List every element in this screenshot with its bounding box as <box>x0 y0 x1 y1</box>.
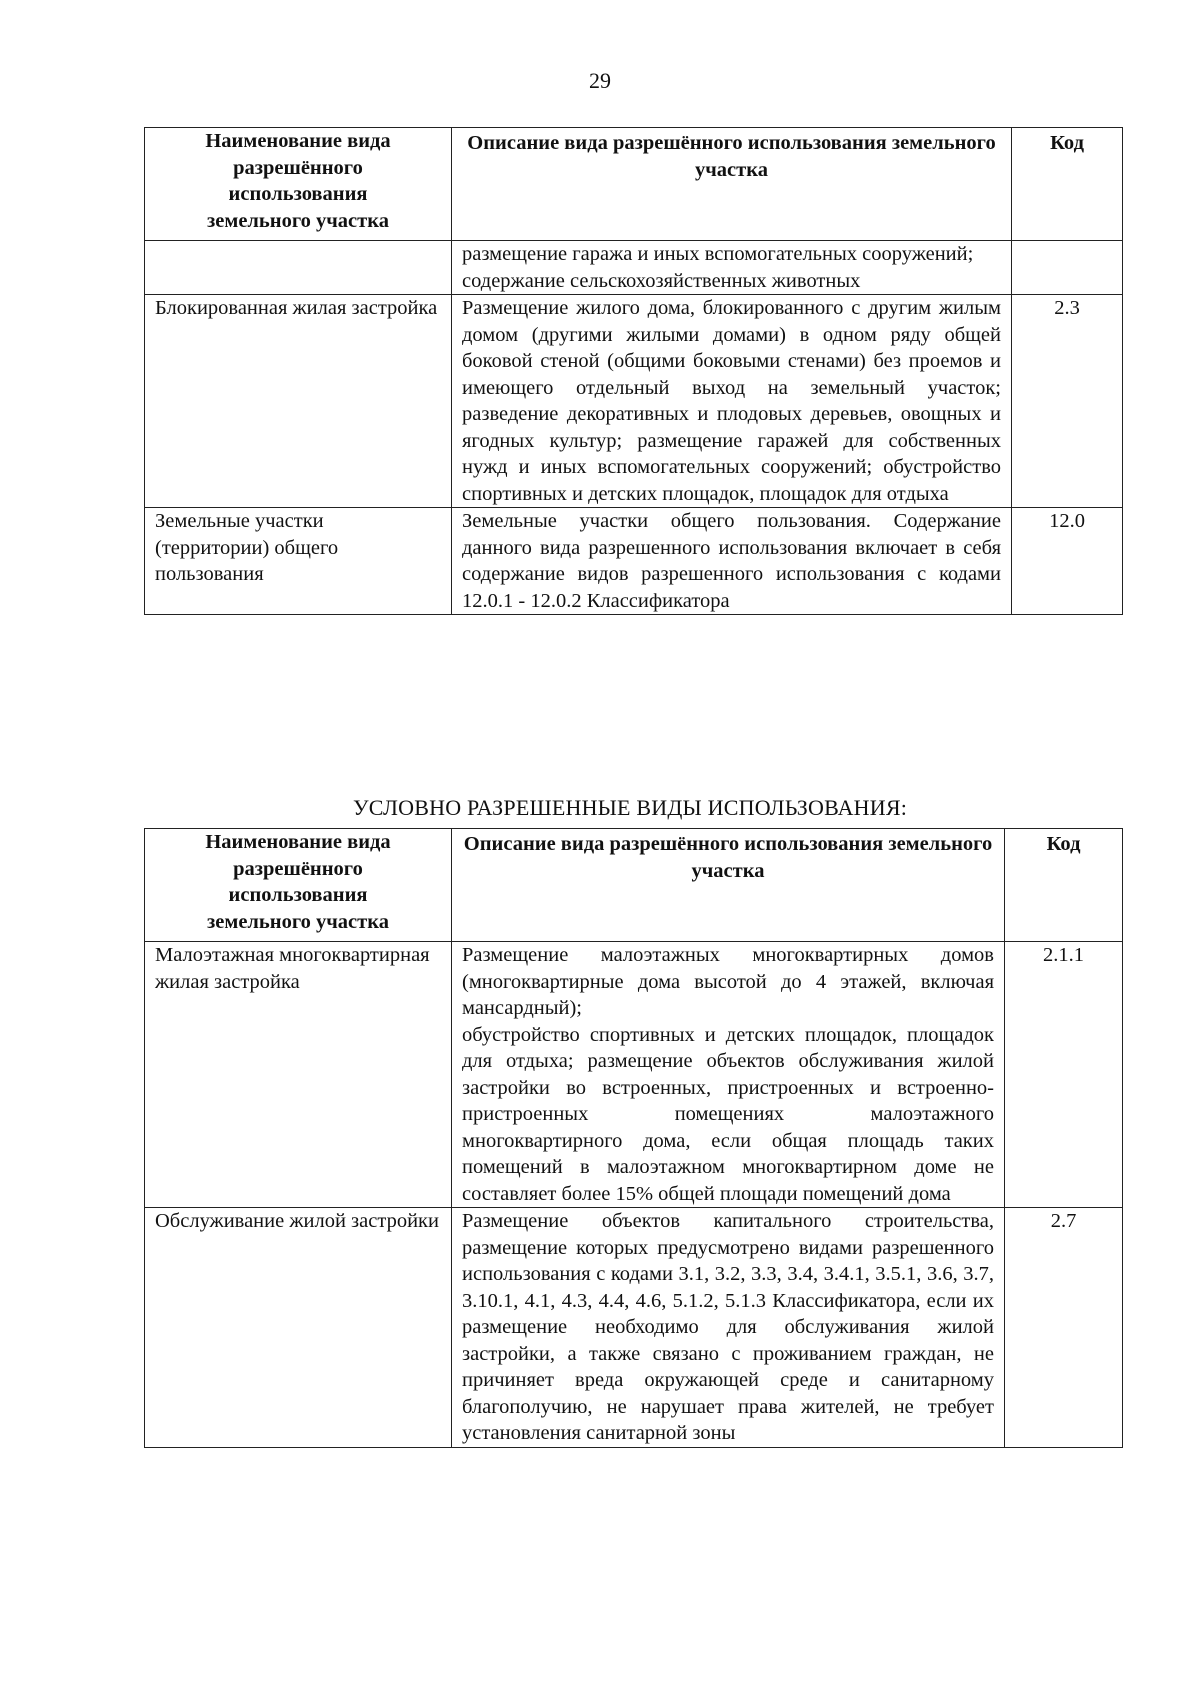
header-description: Описание вида разрешённого использования земельного участка <box>452 128 1012 241</box>
row-code: 2.3 <box>1012 295 1123 508</box>
row-description <box>452 508 1012 615</box>
page-number: 29 <box>589 68 611 93</box>
row-name: Обслуживание жилой застройки <box>145 1208 452 1448</box>
description-line: Земельные участки общего пользования. Содержание данного вида разрешенного использования включает в себя содержание видов разрешенного использования с кодами 12.0.1 - 12.0.2 Классификатора <box>462 510 1001 612</box>
table-row <box>145 942 1123 1208</box>
row-description <box>452 295 1012 508</box>
header-code: Код <box>1012 128 1123 241</box>
row-name: Малоэтажная многоквартирная жилая застройка <box>145 942 452 1208</box>
table-header-row <box>145 829 1123 942</box>
row-name: Земельные участки (территории) общего пользования <box>145 508 452 615</box>
description-line: содержание сельскохозяйственных животных <box>462 269 861 292</box>
table-header-row <box>145 128 1123 241</box>
row-code <box>1012 241 1123 295</box>
header-name: Наименование вида разрешённого использования земельного участка <box>145 829 452 942</box>
description-line: размещение гаража и иных вспомогательных сооружений; <box>462 243 974 265</box>
table-row <box>145 241 1123 295</box>
header-name: Наименование вида разрешённого использования земельного участка <box>145 128 452 241</box>
description-line: Размещение объектов капитального строительства, размещение которых предусмотрено видами разрешенного использования с кодами 3.1, 3.2, 3.3, 3.4, 3.4.1, 3.5.1, 3.6, 3.7, 3.10.1, 4.1, 4.3, 4.4, 4.6, 5.1.2, 5.1.3 Классификатора, если их размещение необходимо для обслуживания жилой застройки, а также связано с проживанием граждан, не причиняет вреда окружающей среде и санитарному благополучию, не нарушает права жителей, не требует установления санитарной зоны <box>462 1210 994 1444</box>
row-code: 2.7 <box>1005 1208 1123 1448</box>
header-description: Описание вида разрешённого использования земельного участка <box>452 829 1005 942</box>
row-name: Блокированная жилая застройка <box>145 295 452 508</box>
row-code: 2.1.1 <box>1005 942 1123 1208</box>
conditional-uses-table <box>144 828 1123 1448</box>
header-code: Код <box>1005 829 1123 942</box>
table-row <box>145 295 1123 508</box>
row-code: 12.0 <box>1012 508 1123 615</box>
description-line: Размещение малоэтажных многоквартирных домов (многоквартирные дома высотой до 4 этажей, включая мансардный); <box>462 944 994 1019</box>
permitted-uses-table <box>144 127 1123 615</box>
table-row <box>145 1208 1123 1448</box>
row-description <box>452 1208 1005 1448</box>
description-line: обустройство спортивных и детских площадок, площадок для отдыха; размещение объектов обслуживания жилой застройки во встроенных, пристроенных и встроенно-пристроенных помещениях малоэтажного многоквартирного дома, если общая площадь таких помещений в малоэтажном многоквартирном доме не составляет более 15% общей площади помещений дома <box>462 1023 994 1205</box>
table-row <box>145 508 1123 615</box>
description-line: Размещение жилого дома, блокированного с другим жилым домом (другими жилыми домами) в одном ряду общей боковой стеной (общими боковыми стенами) без проемов и имеющего отдельный выход на земельный участок; разведение декоративных и плодовых деревьев, овощных и ягодных культур; размещение гаражей для собственных нужд и иных вспомогательных сооружений; обустройство спортивных и детских площадок, площадок для отдыха <box>462 297 1001 505</box>
row-description <box>452 942 1005 1208</box>
section-title: УСЛОВНО РАЗРЕШЕННЫЕ ВИДЫ ИСПОЛЬЗОВАНИЯ: <box>352 795 908 820</box>
row-name <box>145 241 452 295</box>
row-description <box>452 241 1012 295</box>
